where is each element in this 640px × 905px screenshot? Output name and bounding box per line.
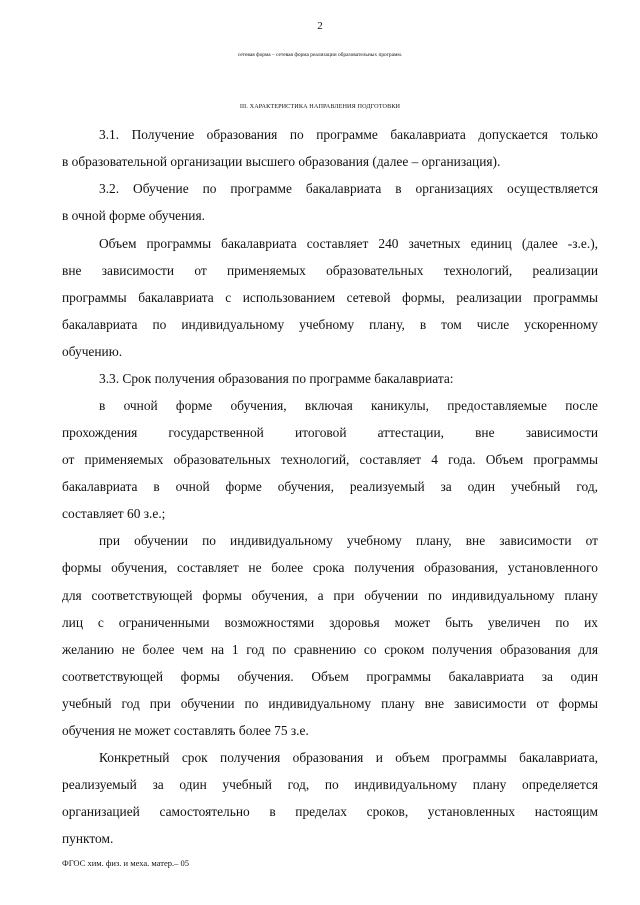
text-line: в очной форме обучения. (62, 208, 205, 223)
text-line: программы бакалавриата с использованием сетевой формы, реализации программы (62, 290, 598, 305)
text-line: учебный год при обучении по индивидуальному плану вне зависимости от формы (62, 696, 598, 711)
section-heading: III. ХАРАКТЕРИСТИКА НАПРАВЛЕНИЯ ПОДГОТОВКИ (239, 103, 401, 110)
text-line: обучению. (62, 344, 123, 359)
text-line: обучения не может составлять более 75 з.е. (62, 723, 309, 738)
text-line: бакалавриата в очной форме обучения, реализуемый за один учебный год, (62, 479, 598, 494)
text-line: составляет 60 з.е.; (62, 506, 166, 521)
text-line: реализуемый за один учебный год, по индивидуальному плану определяется (62, 777, 598, 792)
text-line: бакалавриата по индивидуальному учебному плану, в том числе ускоренному (62, 317, 598, 332)
text-line: от применяемых образовательных технологий, составляет 4 года. Объем программы (62, 452, 598, 467)
text-line: для соответствующей формы обучения, а при обучении по индивидуальному плану (62, 588, 598, 603)
text-line: в образовательной организации высшего образования (далее – организация). (62, 154, 501, 169)
text-line: желанию не более чем на 1 год по сравнению со сроком получения образования для (62, 642, 598, 657)
text-line: пунктом. (62, 831, 114, 846)
text-line: лиц с ограниченными возможностями здоровья может быть увеличен по их (62, 615, 598, 630)
footer-code: ФГОС хим. физ. и меха. матер.– 05 (62, 858, 190, 868)
text-line: в очной форме обучения, включая каникулы, предоставляемые после (99, 398, 598, 413)
text-line: Конкретный срок получения образования и объем программы бакалавриата, (99, 750, 598, 765)
text-line: сетевая форма – сетевая форма реализации образовательных программ. (237, 52, 403, 58)
text-line: организацией самостоятельно в пределах сроков, установленных настоящим (62, 804, 598, 819)
text-line: 3.1. Получение образования по программе бакалавриата допускается только (99, 127, 598, 142)
text-line: Объем программы бакалавриата составляет 240 зачетных единиц (далее -з.е.), (99, 236, 598, 251)
text-line: 3.3. Срок получения образования по программе бакалавриата: (99, 371, 454, 386)
text-line: вне зависимости от применяемых образовательных технологий, реализации (62, 263, 598, 278)
text-line: формы обучения, составляет не более срока получения образования, установленного (62, 560, 598, 575)
text-line: 3.2. Обучение по программе бакалавриата в организациях осуществляется (99, 181, 598, 196)
page-number: 2 (317, 20, 323, 32)
text-line: при обучении по индивидуальному учебному плану, вне зависимости от (99, 533, 598, 548)
text-line: прохождения государственной итоговой аттестации, вне зависимости (62, 425, 598, 440)
text-line: соответствующей формы обучения. Объем программы бакалавриата за один (62, 669, 598, 684)
